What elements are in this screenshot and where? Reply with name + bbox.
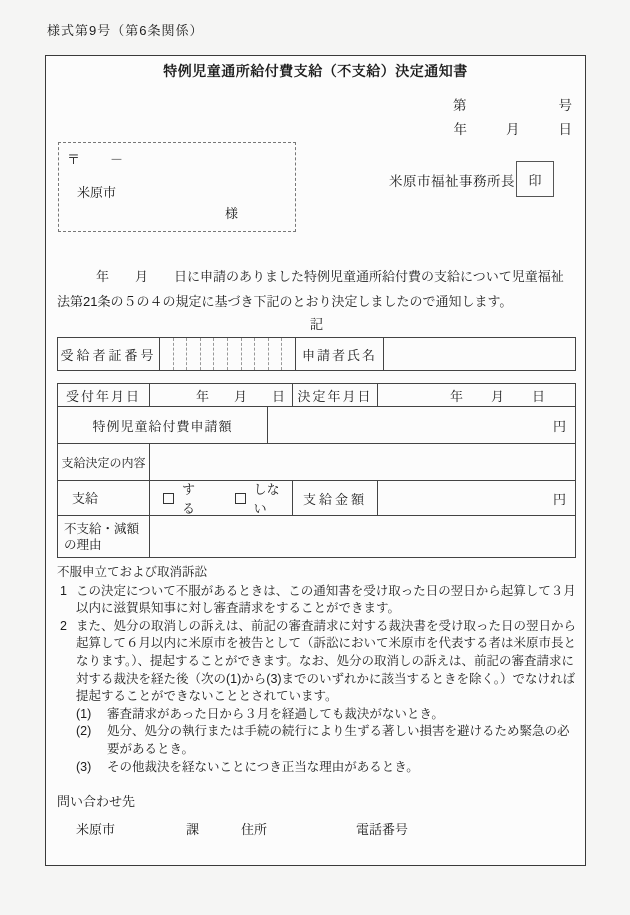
year-label: 年	[195, 388, 209, 404]
decision-content-field[interactable]	[150, 444, 575, 480]
table-row	[58, 480, 575, 515]
contact-heading: 問い合わせ先	[57, 794, 136, 810]
table-row	[58, 384, 575, 406]
postal-mark: 〒	[67, 152, 81, 167]
notice-paragraph: 年 月 日に申請のありました特例児童通所給付費の支給について児童福祉法第21条の５の４の規定に基づき下記のとおり決定しましたので通知します。	[57, 269, 564, 309]
recipient-number-digit-cell[interactable]	[241, 338, 255, 370]
recipient-number-digit-cell[interactable]	[254, 338, 268, 370]
yen-label: 円	[552, 418, 566, 434]
contact-section	[57, 791, 576, 838]
recipient-number-digit-cell[interactable]	[160, 338, 173, 370]
yen-label: 円	[552, 491, 566, 507]
recipient-number-digit-cell[interactable]	[213, 338, 227, 370]
contact-phone-label: 電話番号	[356, 822, 409, 838]
appeal-subitem	[76, 759, 576, 777]
seal-mark: 印	[528, 172, 542, 188]
appeal-subitem-number: (3)	[76, 759, 92, 774]
doc-number-suffix: 号	[558, 98, 572, 113]
day-label: 日	[531, 388, 545, 404]
day-label: 日	[271, 388, 285, 404]
appeal-subitem-number: (1)	[76, 706, 92, 721]
claim-amount-field[interactable]	[268, 407, 575, 443]
seal-box	[516, 161, 554, 197]
recipient-number-digit-cell[interactable]	[173, 338, 187, 370]
appeal-item-number: 1	[60, 583, 67, 598]
issuer-title: 米原市福祉事務所長	[389, 174, 515, 189]
recipient-number-digit-cell[interactable]	[268, 338, 282, 370]
form-style-number: 様式第9号（第6条関係）	[47, 23, 204, 38]
appeal-subitem-number: (2)	[76, 724, 92, 739]
addressee-box	[58, 142, 296, 232]
contact-row	[57, 819, 576, 838]
month-label: 月	[490, 388, 504, 404]
appeal-subitem	[76, 723, 576, 758]
appeal-item-number: 2	[60, 618, 67, 633]
denial-reason-field[interactable]	[150, 516, 575, 557]
appeal-subitem	[76, 706, 576, 724]
postal-code-row	[67, 149, 295, 168]
payment-amount-label: 支給金額	[293, 481, 378, 515]
payment-amount-field[interactable]	[378, 481, 575, 515]
addressee-city: 米原市	[77, 185, 117, 200]
appeal-section	[57, 564, 576, 776]
decision-date-field[interactable]	[378, 384, 575, 406]
appeal-heading: 不服申立ておよび取消訴訟	[57, 565, 208, 579]
date-year-label: 年	[453, 122, 467, 137]
date-day-label: 日	[558, 122, 572, 137]
decision-date-label: 決定年月日	[293, 384, 378, 406]
contact-city-label: 米原市	[76, 822, 116, 838]
recipient-number-label: 受給者証番号	[58, 338, 160, 370]
ki-heading: 記	[309, 317, 324, 332]
contact-division-label: 課	[186, 822, 200, 838]
checkbox-pay-no-icon[interactable]	[235, 493, 246, 504]
recipient-number-digit-cell[interactable]	[200, 338, 214, 370]
month-label: 月	[233, 388, 247, 404]
date-month-label: 月	[506, 122, 520, 137]
document-number-line	[453, 94, 572, 114]
receipt-date-field[interactable]	[150, 384, 293, 406]
pay-no-label: しない	[253, 482, 280, 516]
appeal-item-text: また、処分の取消しの訴えは、前記の審査請求に対する裁決書を受け取った日の翌日から起算して６月以内に米原市を被告として（訴訟において米原市を代表する者は米原市長となります。）、提起することができます。なお、処分の取消しの訴えは、前記の審査請求に対する裁決を経た後（次の(1)から(3)までのいずれかに該当するときを除く。）でなければ提起することができないこととされています。	[76, 618, 577, 704]
pay-yes-label: する	[182, 482, 196, 516]
postal-dash: －	[110, 152, 124, 167]
claim-amount-label: 特例児童給付費申請額	[58, 407, 268, 443]
denial-reason-label: 不支給・減額の理由	[58, 516, 150, 557]
table-row	[58, 515, 575, 557]
recipient-number-field[interactable]	[160, 338, 296, 370]
appeal-subitem-text: 審査請求があった日から３月を経過しても裁決がないとき。	[107, 706, 444, 721]
recipient-number-digit-cell[interactable]	[227, 338, 241, 370]
appeal-item-text: この決定について不服があるときは、この通知書を受け取った日の翌日から起算して３月以内に滋賀県知事に対し審査請求をすることができます。	[76, 583, 576, 616]
applicant-name-field[interactable]	[384, 338, 575, 370]
checkbox-pay-yes-icon[interactable]	[163, 493, 174, 504]
recipient-number-digit-cell[interactable]	[186, 338, 200, 370]
appeal-subitem-text: 処分、処分の執行または手続の続行により生ずる著しい損害を避けるため緊急の必要があるとき。	[107, 724, 570, 756]
notice-sheet	[45, 55, 586, 866]
applicant-name-label: 申請者氏名	[296, 338, 384, 370]
receipt-date-label: 受付年月日	[58, 384, 150, 406]
table-row	[58, 406, 575, 443]
document-date-line	[454, 118, 573, 138]
table-row	[58, 443, 575, 480]
doc-number-prefix: 第	[453, 98, 467, 113]
appeal-item	[57, 618, 576, 706]
decision-table	[57, 383, 576, 558]
payment-label: 支給	[58, 481, 150, 515]
decision-content-label: 支給決定の内容	[58, 444, 150, 480]
document-title: 特例児童通所給付費支給（不支給）決定通知書	[163, 63, 468, 79]
appeal-item	[57, 583, 576, 618]
recipient-table	[57, 337, 576, 371]
recipient-number-digit-cell[interactable]	[281, 338, 295, 370]
appeal-subitem-text: その他裁決を経ないことにつき正当な理由があるとき。	[107, 759, 419, 774]
addressee-honorific: 様	[225, 206, 239, 221]
year-label: 年	[449, 388, 463, 404]
contact-address-label: 住所	[241, 822, 268, 838]
notice-body	[57, 264, 576, 838]
payment-options	[150, 481, 293, 515]
